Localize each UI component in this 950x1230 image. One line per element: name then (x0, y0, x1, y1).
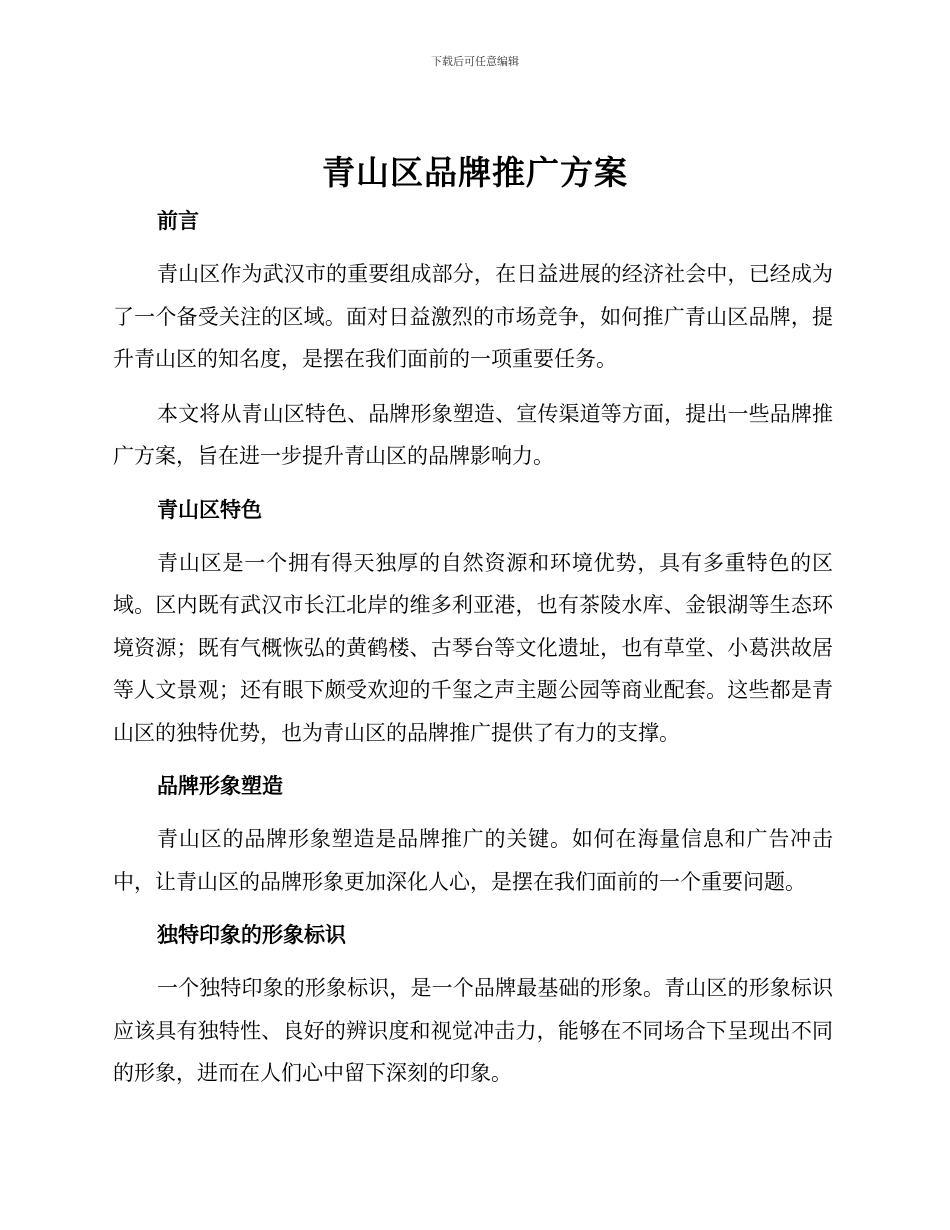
section-heading: 前言 (157, 209, 199, 233)
document-title: 青山区品牌推广方案 (322, 153, 628, 192)
paragraph: 青山区的品牌形象塑造是品牌推广的关键。如何在海量信息和广告冲击中，让青山区的品牌形象更加深化人心，是摆在我们面前的一个重要问题。 (113, 827, 833, 894)
section-brand-image (113, 766, 833, 903)
paragraph: 青山区是一个拥有得天独厚的自然资源和环境优势，具有多重特色的区域。区内既有武汉市长江北岸的维多利亚港，也有茶陵水库、金银湖等生态环境资源；既有气概恢弘的黄鹤楼、古琴台等文化遗址，也有草堂、小葛洪故居等人文景观；还有眼下颇受欢迎的千玺之声主题公园等商业配套。这些都是青山区的独特优势，也为青山区的品牌推广提供了有力的支撑。 (113, 550, 833, 745)
section-preface (113, 201, 833, 478)
document-body (113, 201, 833, 1095)
section-heading: 独特印象的形象标识 (157, 923, 346, 947)
section-features (113, 490, 833, 755)
page-header: 下载后可任意编辑 (431, 55, 519, 68)
section-heading: 品牌形象塑造 (157, 774, 283, 798)
paragraph: 青山区作为武汉市的重要组成部分，在日益进展的经济社会中，已经成为了一个备受关注的区域。面对日益激烈的市场竞争，如何推广青山区品牌，提升青山区的知名度，是摆在我们面前的一项重要任务。 (113, 262, 833, 371)
paragraph: 一个独特印象的形象标识，是一个品牌最基础的形象。青山区的形象标识应该具有独特性、良好的辨识度和视觉冲击力，能够在不同场合下呈现出不同的形象，进而在人们心中留下深刻的印象。 (113, 976, 833, 1085)
section-identity (113, 915, 833, 1095)
paragraph: 本文将从青山区特色、品牌形象塑造、宣传渠道等方面，提出一些品牌推广方案，旨在进一步提升青山区的品牌影响力。 (113, 401, 833, 468)
section-heading: 青山区特色 (157, 497, 262, 522)
